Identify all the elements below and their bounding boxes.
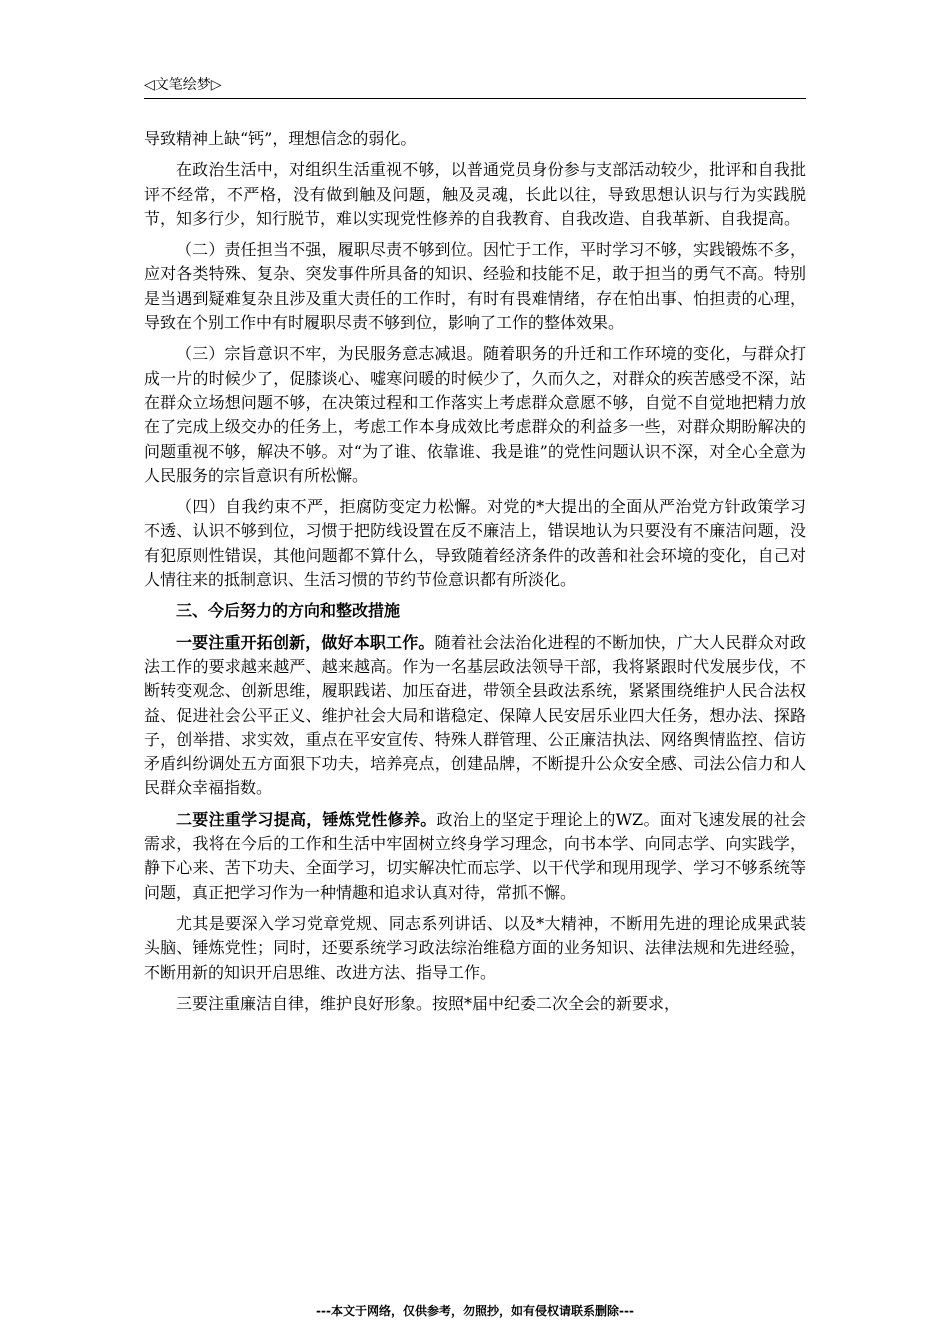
paragraph-self-discipline: （四）自我约束不严，拒腐防变定力松懈。对党的*大提出的全面从严治党方针政策学习不透、认识不够到位，习惯于把防线设置在反不廉洁上，错误地认为只要没有不廉洁问题，没有犯原则性错误，其他问题都不算什么，导致随着经济条件的改善和社会环境的变化，自己对人情往来的抵制意识、生活习惯的节约节俭意识都有所淡化。 bbox=[144, 497, 806, 590]
paragraph-innovation-text: 随着社会法治化进程的不断加快，广大人民群众对政法工作的要求越来越严、越来越高。作为一名基层政法领导干部，我将紧跟时代发展步伐，不断转变观念、创新思维，履职践诺、加压奋进，带领全县政法系统，紧紧围绕维护人民合法权益、促进社会公平正义、维护社会大局和谐稳定、保障人民安居乐业四大任务，想办法、探路子，创举措、求实效，重点在平安宣传、特殊人群管理、公正廉洁执法、网络舆情监控、信访矛盾纠纷调处五方面狠下功夫，培养亮点，创建品牌，不断提升公众安全感、司法公信力和人民群众幸福指数。 bbox=[144, 632, 806, 798]
paragraph-continuation: 导致精神上缺“钙”，理想信念的弱化。 bbox=[144, 129, 417, 148]
page-header bbox=[144, 76, 806, 99]
paragraph-purpose-awareness: （三）宗旨意识不牢，为民服务意志减退。随着职务的升迁和工作环境的变化，与群众打成一片的时候少了，促膝谈心、嘘寒问暖的时候少了，久而久之，对群众的疾苦感受不深，站在群众立场想问题不够，在决策过程和工作落实上考虑群众意愿不够，自觉不自觉地把精力放在了完成上级交办的任务上，考虑工作本身成效比考虑群众的利益多一些，对群众期盼解决的问题重视不够，解决不够。对“为了谁、依靠谁、我是谁”的党性问题认识不深，对全心全意为人民服务的宗旨意识有所松懈。 bbox=[144, 344, 806, 485]
paragraph-innovation-lead: 一要注重开拓创新，做好本职工作。 bbox=[176, 632, 435, 652]
paragraph-study-text: 政治上的坚定于理论上的WZ。面对飞速发展的社会需求，我将在今后的工作和生活中牢固树立终身学习理念，向书本学、向同志学、向实践学，静下心来、苦下功夫、全面学习，切实解决忙而忘学、以干代学和现用现学、学习不够系统等问题，真正把学习作为一种情趣和追求认真对待，常抓不懈。 bbox=[144, 809, 806, 902]
left-triangle-icon: ◁ bbox=[144, 77, 155, 93]
paragraph-study-lead: 二要注重学习提高，锤炼党性修养。 bbox=[176, 809, 437, 829]
paragraph-party-study: 尤其是要深入学习党章党规、同志系列讲话、以及*大精神，不断用先进的理论成果武装头脑、锤炼党性；同时，还要系统学习政法综治维稳方面的业务知识、法律法规和先进经验，不断用新的知识开启思维、改进方法、指导工作。 bbox=[144, 913, 806, 982]
paragraph-study bbox=[144, 808, 806, 905]
document-body bbox=[144, 127, 806, 1023]
section-heading-three: 三、今后努力的方向和整改措施 bbox=[176, 601, 401, 621]
brand-logo bbox=[144, 76, 222, 94]
page-footer-disclaimer: ---本文于网络，仅供参考，勿照抄，如有侵权请联系删除--- bbox=[316, 1304, 634, 1318]
paragraph-integrity: 三要注重廉洁自律，维护良好形象。按照*届中纪委二次全会的新要求， bbox=[176, 993, 681, 1013]
right-triangle-icon: ▷ bbox=[210, 77, 222, 93]
paragraph-responsibility: （二）责任担当不强，履职尽责不够到位。因忙于工作，平时学习不够，实践锻炼不多，应对各类特殊、复杂、突发事件所具备的知识、经验和技能不足，敢于担当的勇气不高。特别是当遇到疑难复杂且涉及重大责任的工作时，有时有畏难情绪，存在怕出事、怕担责的心理，导致在个别工作中有时履职尽责不够到位，影响了工作的整体效果。 bbox=[144, 240, 806, 333]
paragraph-innovation bbox=[144, 631, 806, 801]
brand-text: 文笔绘梦 bbox=[154, 77, 211, 93]
paragraph-political-life: 在政治生活中，对组织生活重视不够，以普通党员身份参与支部活动较少，批评和自我批评不经常，不严格，没有做到触及问题，触及灵魂，长此以往，导致思想认识与行为实践脱节，知多行少，知行脱节，难以实现党性修养的自我教育、自我改造、自我革新、自我提高。 bbox=[144, 160, 806, 228]
